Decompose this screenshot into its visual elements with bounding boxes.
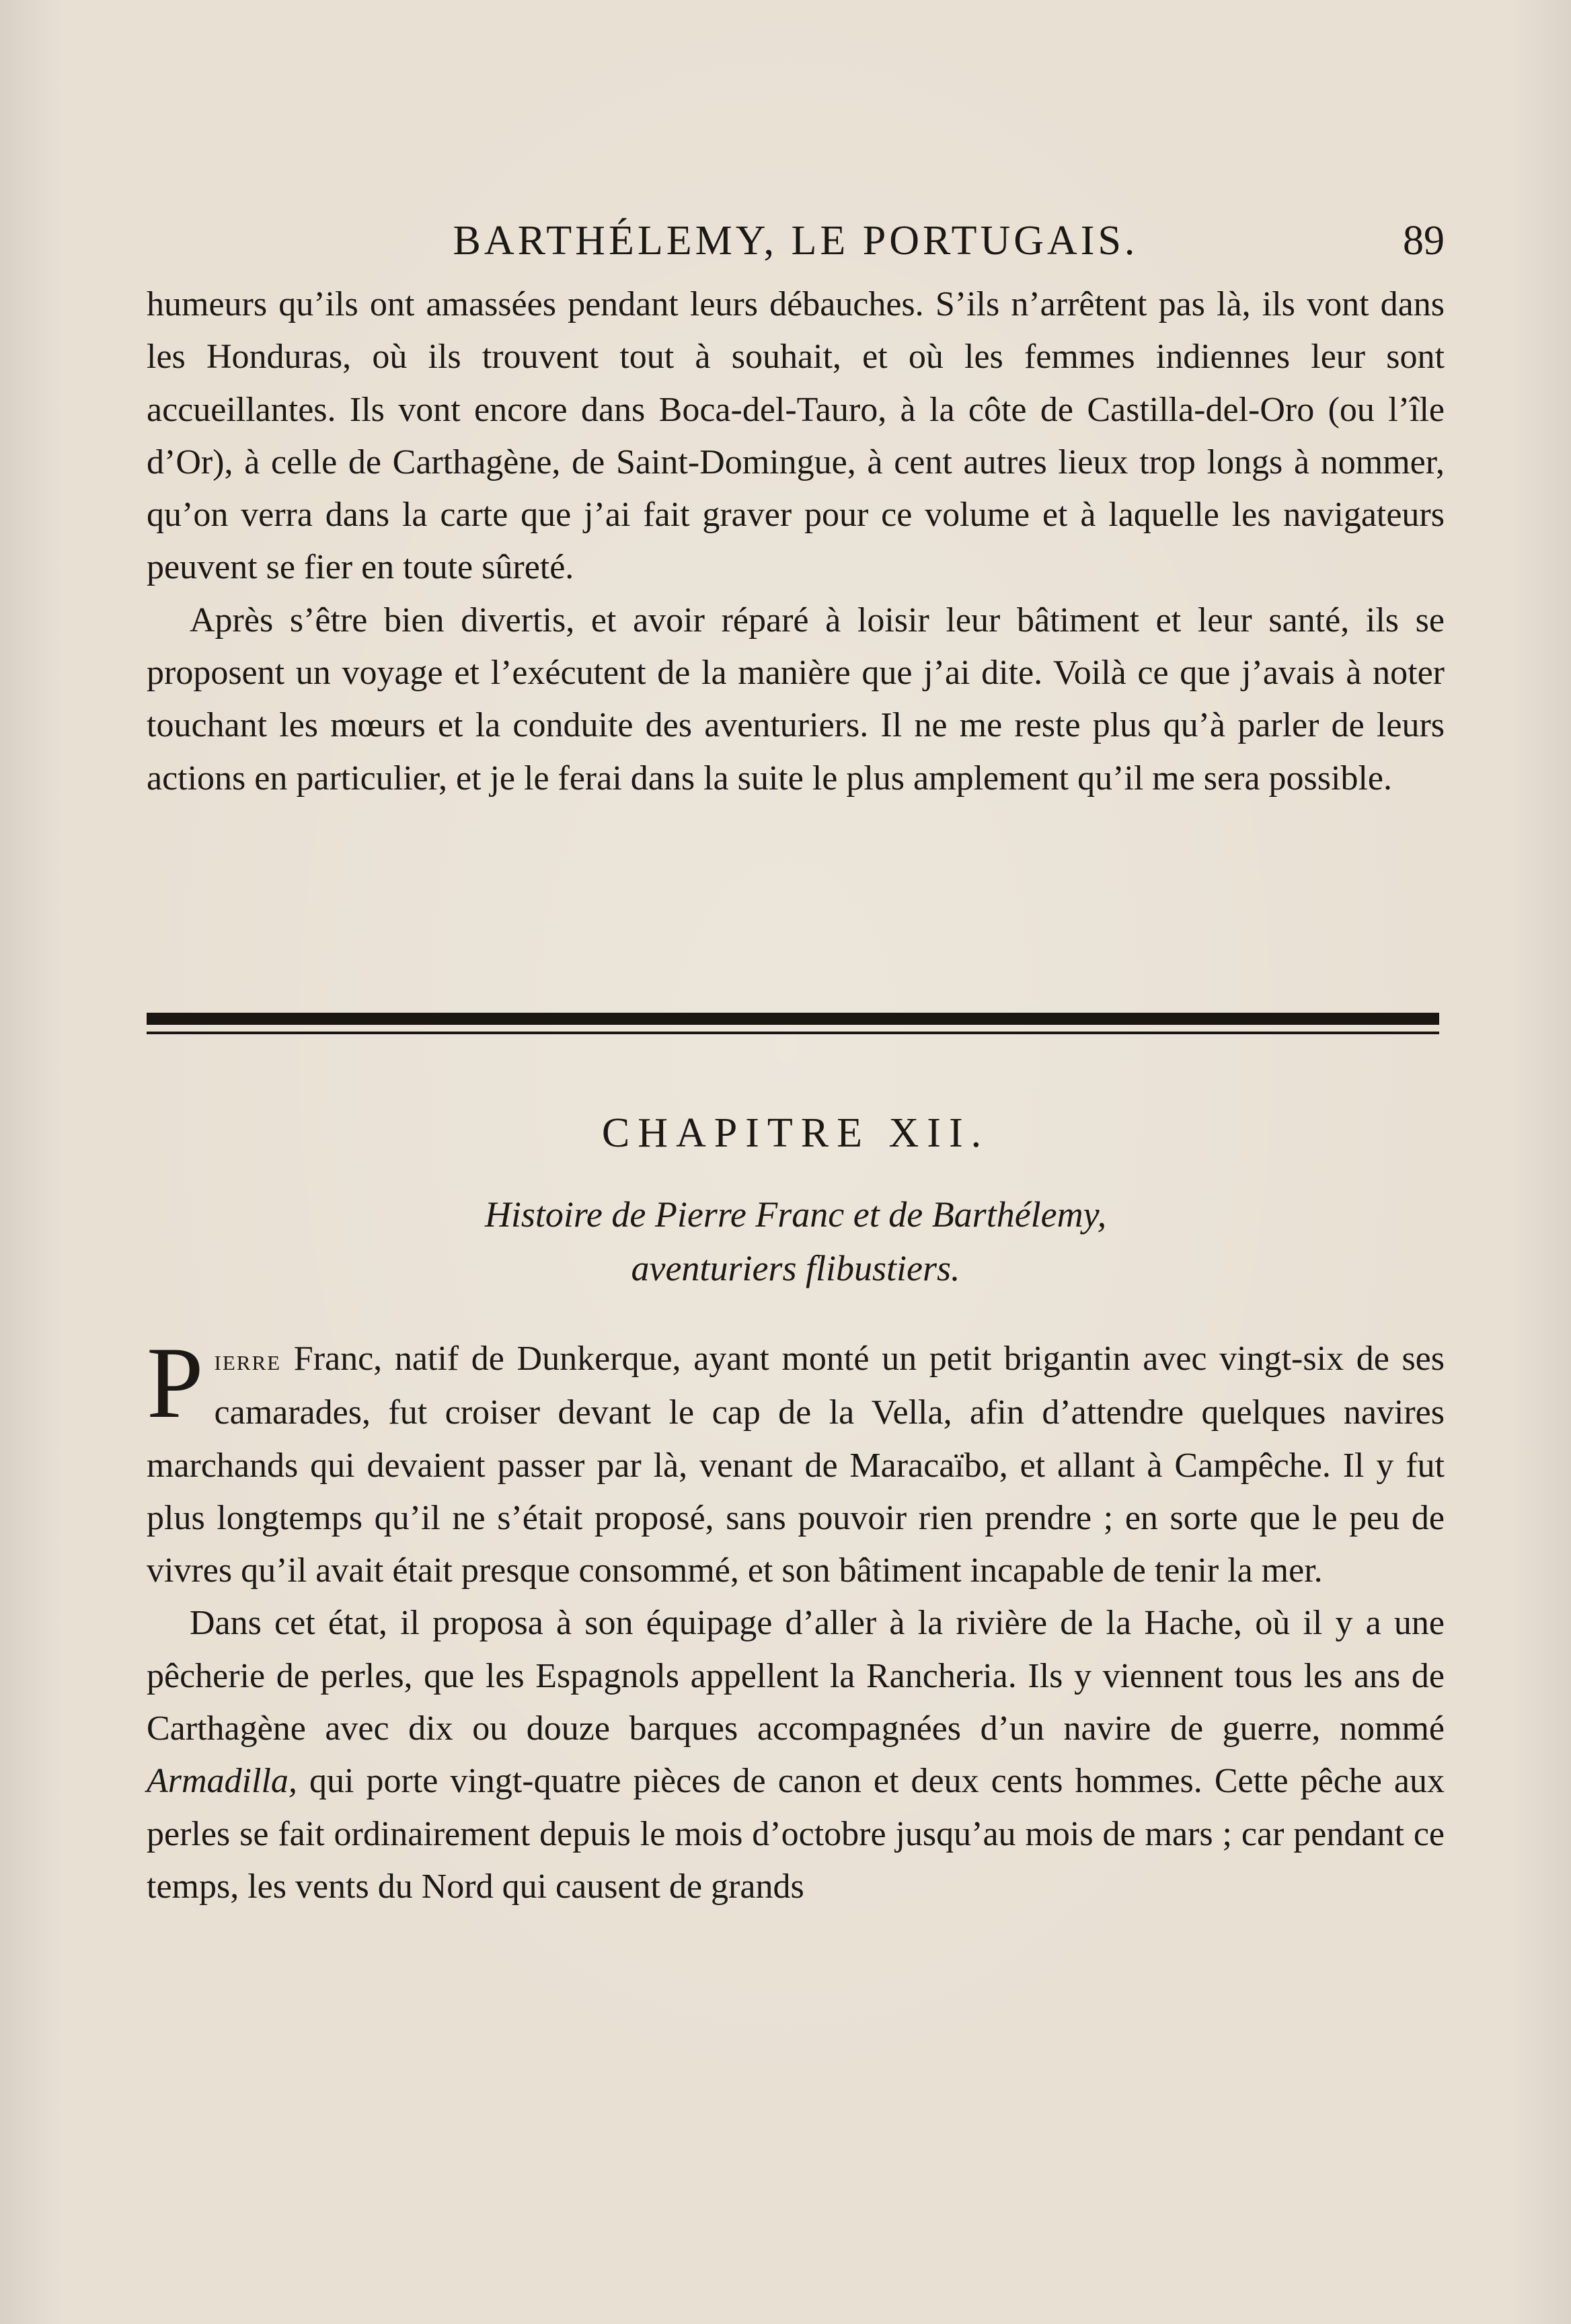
running-title: BARTHÉLEMY, LE PORTUGAIS. bbox=[453, 218, 1139, 264]
chapter-subtitle-line: aventuriers flibustiers. bbox=[631, 1248, 960, 1288]
paragraph bbox=[147, 1597, 1445, 1913]
chapter-subtitle-line: Histoire de Pierre Franc et de Barthélemy, bbox=[484, 1194, 1107, 1235]
paragraph-text: qui porte vingt-quatre pièces de canon et deux cents hommes. Cette pêche aux perles se fait ordinairement depuis le mois d’octobre jusqu’au mois de mars ; car pendant ce temps, les vents du Nord qui causent de grands bbox=[147, 1762, 1445, 1906]
page-header bbox=[147, 214, 1445, 268]
small-caps-lead: ierre bbox=[214, 1344, 282, 1377]
chapter-divider-thick bbox=[147, 1013, 1439, 1025]
text-block-top bbox=[147, 278, 1445, 805]
page-number: 89 bbox=[1403, 218, 1445, 264]
paragraph: Après s’être bien divertis, et avoir réparé à loisir leur bâtiment et leur santé, ils se proposent un voyage et l’exécutent de la manière que j’ai dite. Voilà ce que j’avais à noter touchant les mœurs et la conduite des aventuriers. Il ne me reste plus qu’à parler de leurs actions en particulier, et je le ferai dans la suite le plus amplement qu’il me sera possible. bbox=[147, 601, 1445, 798]
paragraph bbox=[147, 1326, 1445, 1597]
chapter-divider-thin bbox=[147, 1032, 1439, 1034]
drop-cap: P bbox=[147, 1326, 204, 1439]
text-block-chapter bbox=[147, 1326, 1445, 1913]
paragraph-text: Dans cet état, il proposa à son équipage d’aller à la rivière de la Hache, où il y a une pêcherie de perles, que les Espagnols appellent la Rancheria. Ils y viennent tous les ans de Carthagène avec dix ou douze barques accompagnées d’un navire de guerre, nommé bbox=[147, 1604, 1445, 1748]
ship-name: Armadilla, bbox=[147, 1762, 297, 1801]
paragraph: humeurs qu’ils ont amassées pendant leurs débauches. S’ils n’arrêtent pas là, ils vont dans les Honduras, où ils trouvent tout à souhait, et où les femmes indiennes leur sont accueillantes. Ils vont encore dans Boca-del-Tauro, à la côte de Castilla-del-Oro (ou l’île d’Or), à celle de Carthagène, de Saint-Domingue, à cent autres lieux trop longs à nommer, qu’on verra dans la carte que j’ai fait graver pour ce volume et à laquelle les navigateurs peuvent se fier en toute sûreté. bbox=[147, 285, 1445, 587]
chapter-title: CHAPITRE XII. bbox=[601, 1110, 990, 1156]
chapter-subtitle bbox=[147, 1188, 1445, 1295]
paragraph-text: Franc, natif de Dunkerque, ayant monté un petit brigantin avec vingt-six de ses camarades, fut croiser devant le cap de la Vella, afin d’attendre quelques navires marchands qui devaient passer par là, venant de Maracaïbo, et allant à Campêche. Il y fut plus longtemps qu’il ne s’était proposé, sans pouvoir rien prendre ; en sorte que le peu de vivres qu’il avait était presque consommé, et son bâtiment incapable de tenir la mer. bbox=[147, 1340, 1445, 1590]
